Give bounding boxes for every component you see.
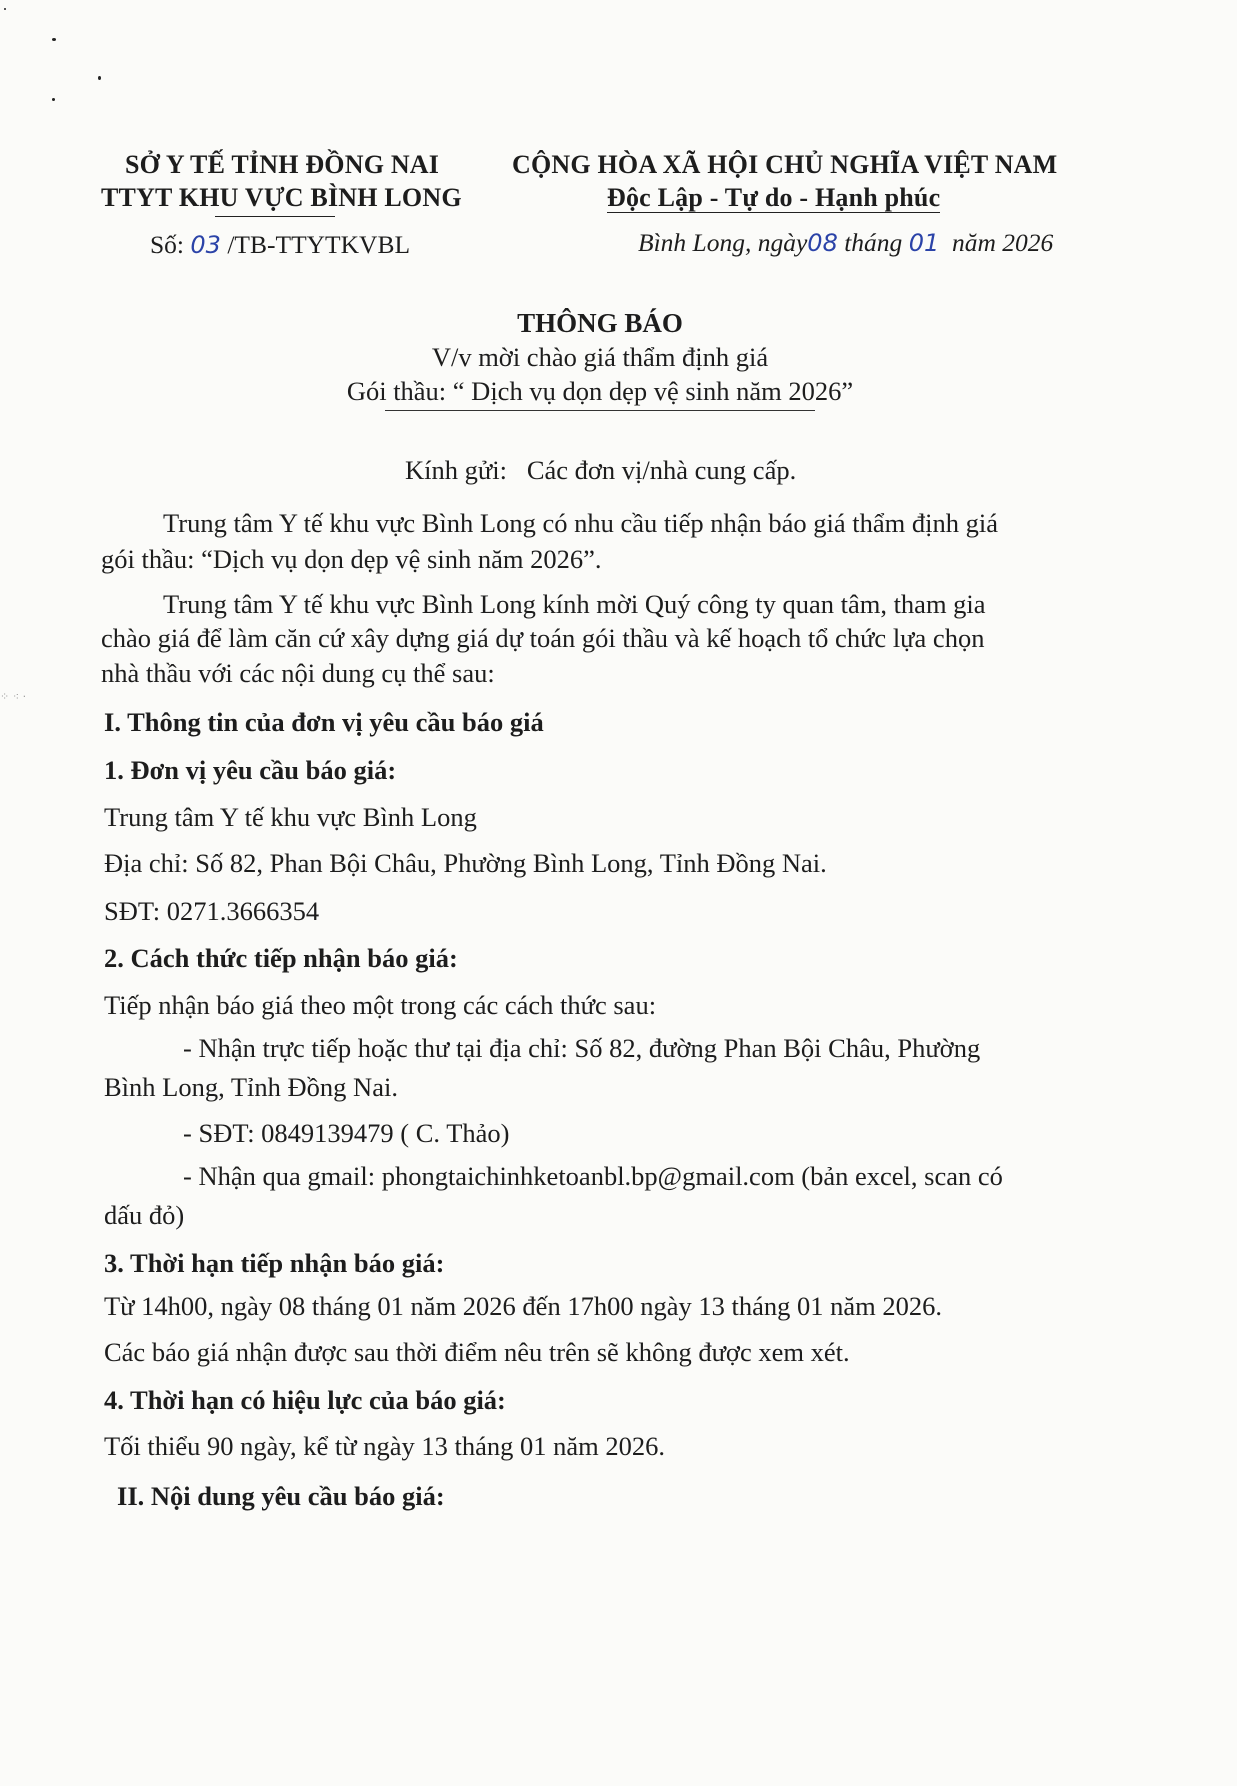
paragraph-2-line-3: nhà thầu với các nội dung cụ thể sau: [101, 658, 495, 688]
scan-speck [98, 76, 101, 80]
place-date [638, 228, 1053, 258]
greeting-recipient: Các đơn vị/nhà cung cấp. [526, 455, 797, 485]
doc-no-handwritten: 03 [190, 231, 221, 259]
scan-speck [4, 8, 6, 10]
item-2-bullet-1-line-2: Bình Long, Tỉnh Đồng Nai. [104, 1072, 398, 1102]
scan-smudge: ⁘ ⁖ · [0, 690, 27, 703]
item-2-bullet-3-line-2: dấu đỏ) [104, 1200, 185, 1230]
item-4-line-1: Tối thiểu 90 ngày, kể từ ngày 13 tháng 01 năm 2026. [104, 1431, 665, 1461]
date-day-handwritten: 08 [807, 229, 838, 257]
document-number [150, 230, 410, 260]
item-3-line-2: Các báo giá nhận được sau thời điểm nêu trên sẽ không được xem xét. [104, 1337, 850, 1367]
title-underline [385, 410, 815, 411]
title-subject: V/v mời chào giá thẩm định giá [431, 342, 769, 372]
item-2-heading: 2. Cách thức tiếp nhận báo giá: [104, 943, 458, 973]
document-title: THÔNG BÁO [517, 308, 683, 338]
scan-speck [52, 38, 56, 41]
date-month-handwritten: 01 [908, 229, 940, 257]
item-1-phone: SĐT: 0271.3666354 [104, 896, 320, 926]
issuing-department: SỞ Y TẾ TỈNH ĐỒNG NAI [125, 150, 440, 179]
item-4-heading: 4. Thời hạn có hiệu lực của báo giá: [104, 1385, 506, 1415]
national-motto [607, 183, 940, 213]
item-1-heading: 1. Đơn vị yêu cầu báo giá: [104, 755, 397, 785]
paragraph-1-line-2: gói thầu: “Dịch vụ dọn dẹp vệ sinh năm 2026”. [101, 544, 602, 574]
title-package: Gói thầu: “ Dịch vụ dọn dẹp vệ sinh năm 2026” [346, 376, 854, 406]
item-2-bullet-3-line-1: - Nhận qua gmail: phongtaichinhketoanbl.bp@gmail.com (bản excel, scan có [183, 1161, 1003, 1191]
scan-speck [52, 98, 55, 101]
paragraph-1-line-1: Trung tâm Y tế khu vực Bình Long có nhu cầu tiếp nhận báo giá thẩm định giá [163, 508, 998, 538]
issuing-center-text: TTYT KHU VỰC BÌNH LONG [101, 183, 462, 212]
item-2-bullet-2: - SĐT: 0849139479 ( C. Thảo) [183, 1118, 510, 1148]
title-block [0, 308, 1200, 339]
national-title: CỘNG HÒA XÃ HỘI CHỦ NGHĨA VIỆT NAM [512, 150, 1058, 179]
doc-no-suffix: /TB-TTYTKVBL [227, 230, 411, 259]
item-3-heading: 3. Thời hạn tiếp nhận báo giá: [104, 1248, 445, 1278]
header-left-underline [215, 216, 335, 217]
date-suffix: năm 2026 [951, 228, 1054, 257]
item-2-intro: Tiếp nhận báo giá theo một trong các cách thức sau: [104, 990, 657, 1020]
item-1-address: Địa chỉ: Số 82, Phan Bội Châu, Phường Bình Long, Tỉnh Đồng Nai. [104, 848, 827, 878]
paragraph-2-line-1: Trung tâm Y tế khu vực Bình Long kính mời Quý công ty quan tâm, tham gia [163, 589, 986, 619]
date-mid: tháng [844, 228, 903, 257]
item-2-bullet-1-line-1: - Nhận trực tiếp hoặc thư tại địa chỉ: Số 82, đường Phan Bội Châu, Phường [183, 1033, 981, 1063]
doc-no-prefix: Số: [150, 230, 185, 259]
item-3-line-1: Từ 14h00, ngày 08 tháng 01 năm 2026 đến 17h00 ngày 13 tháng 01 năm 2026. [104, 1291, 942, 1321]
section-1-heading: I. Thông tin của đơn vị yêu cầu báo giá [104, 707, 544, 737]
greeting-label: Kính gửi: [405, 455, 507, 485]
paragraph-2-line-2: chào giá để làm căn cứ xây dựng giá dự toán gói thầu và kế hoạch tổ chức lựa chọn [101, 623, 985, 653]
greeting [405, 455, 796, 486]
item-1-name: Trung tâm Y tế khu vực Bình Long [104, 802, 477, 832]
national-motto-text: Độc Lập - Tự do - Hạnh phúc [607, 183, 941, 212]
date-prefix: Bình Long, ngày [638, 228, 808, 257]
issuing-center [101, 183, 462, 213]
section-2-heading: II. Nội dung yêu cầu báo giá: [117, 1481, 445, 1511]
